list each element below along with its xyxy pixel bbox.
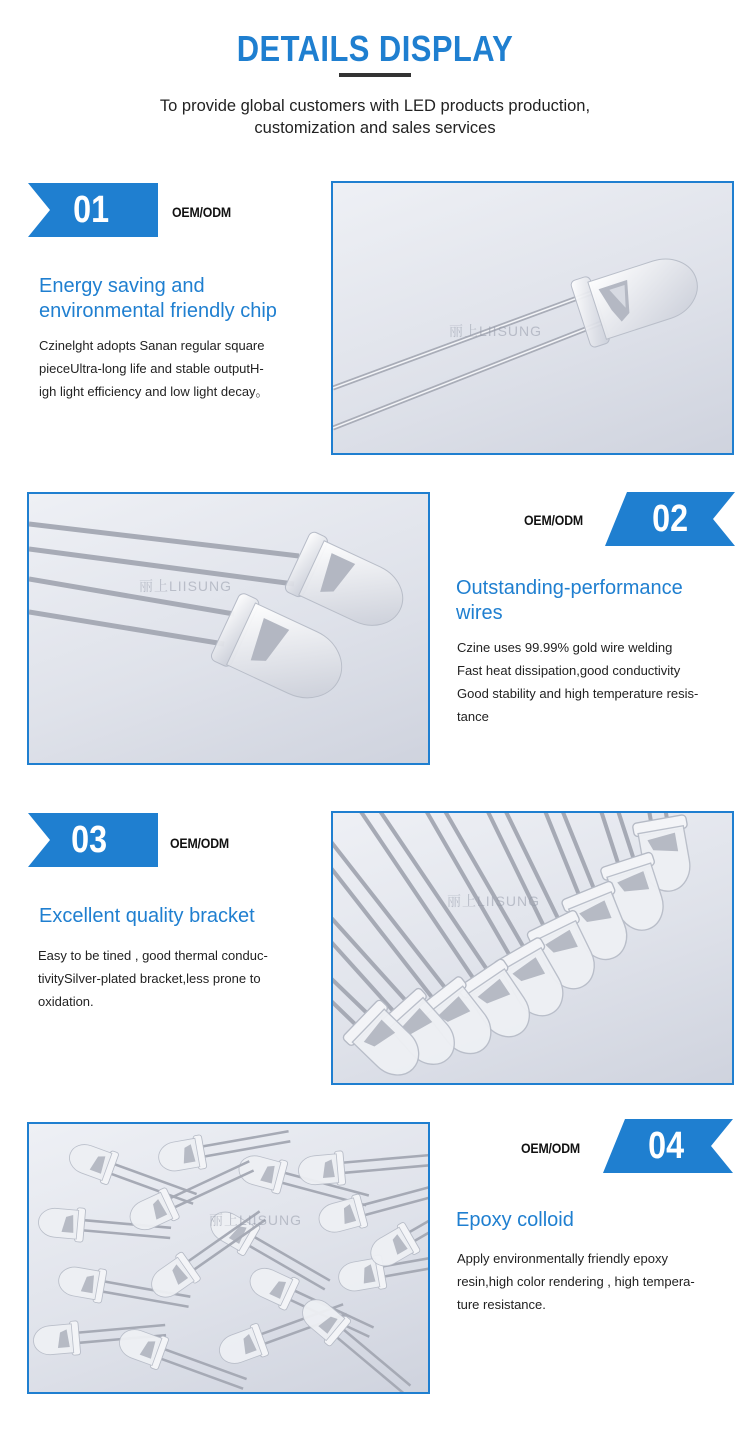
led-diode-row-image: [333, 813, 732, 1083]
oem-odm-tag-03: OEM/ODM: [170, 835, 230, 851]
body-line: Czine uses 99.99% gold wire welding: [457, 640, 673, 655]
section-body-03: [38, 944, 318, 1013]
heading-line: Excellent quality bracket: [39, 905, 255, 927]
two-led-diodes-image: [29, 494, 428, 763]
section-number-02: 02: [652, 498, 689, 540]
body-line: tivitySilver-plated bracket,less prone to: [38, 971, 261, 986]
product-photo-03: [331, 811, 734, 1085]
body-line: Easy to be tined , good thermal conduc-: [38, 948, 268, 963]
heading-line: Outstanding-performance: [456, 577, 683, 599]
heading-line: Epoxy colloid: [456, 1209, 574, 1231]
watermark: 丽上LIISUNG: [447, 893, 541, 909]
body-line: resin,high color rendering , high tempera-: [457, 1274, 695, 1289]
subtitle-line-1: To provide global customers with LED products production,: [159, 97, 591, 115]
section-heading-01: [39, 274, 329, 324]
section-number-01: 01: [73, 189, 110, 231]
led-diode-shape: [295, 1291, 418, 1392]
body-line: Good stability and high temperature resis-: [457, 686, 699, 701]
section-number-badge-03: [28, 813, 158, 867]
title-underline: [339, 73, 411, 77]
section-number-04: 04: [648, 1125, 685, 1167]
body-line: tance: [457, 709, 489, 724]
page-subtitle: [0, 95, 750, 139]
product-photo-01: [331, 181, 734, 455]
page-title: DETAILS DISPLAY: [236, 28, 514, 69]
section-body-04: [457, 1247, 737, 1316]
section-heading-03: [39, 904, 329, 929]
oem-odm-tag-01: OEM/ODM: [172, 204, 232, 220]
section-body-01: [39, 334, 319, 403]
oem-odm-tag-04: OEM/ODM: [521, 1140, 581, 1156]
section-heading-04: [456, 1208, 736, 1233]
heading-line: wires: [456, 602, 503, 624]
body-line: ture resistance.: [457, 1297, 546, 1312]
section-body-02: [457, 636, 737, 728]
led-diode-shape: [297, 1143, 428, 1188]
product-photo-02: [27, 492, 430, 765]
section-number-badge-02: [605, 492, 735, 546]
heading-line: environmental friendly chip: [39, 300, 277, 322]
heading-line: Energy saving and: [39, 275, 205, 297]
section-number-03: 03: [71, 819, 108, 861]
product-photo-04: [27, 1122, 430, 1394]
body-line: oxidation.: [38, 994, 94, 1009]
scattered-led-diodes-image: [29, 1124, 428, 1392]
single-led-diode-image: [333, 183, 732, 453]
section-number-badge-01: [28, 183, 158, 237]
body-line: pieceUltra-long life and stable outputH-: [39, 361, 264, 376]
watermark: 丽上LIISUNG: [139, 578, 233, 594]
section-heading-02: [456, 576, 736, 626]
watermark: 丽上LIISUNG: [449, 323, 543, 339]
body-line: Apply environmentally friendly epoxy: [457, 1251, 668, 1266]
body-line: Fast heat dissipation,good conductivity: [457, 663, 681, 678]
watermark: 丽上LIISUNG: [209, 1212, 303, 1228]
oem-odm-tag-02: OEM/ODM: [524, 512, 584, 528]
subtitle-line-2: customization and sales services: [254, 119, 496, 137]
body-line: igh light efficiency and low light decay。: [39, 384, 269, 399]
section-number-badge-04: [603, 1119, 733, 1173]
body-line: Czinelght adopts Sanan regular square: [39, 338, 265, 353]
